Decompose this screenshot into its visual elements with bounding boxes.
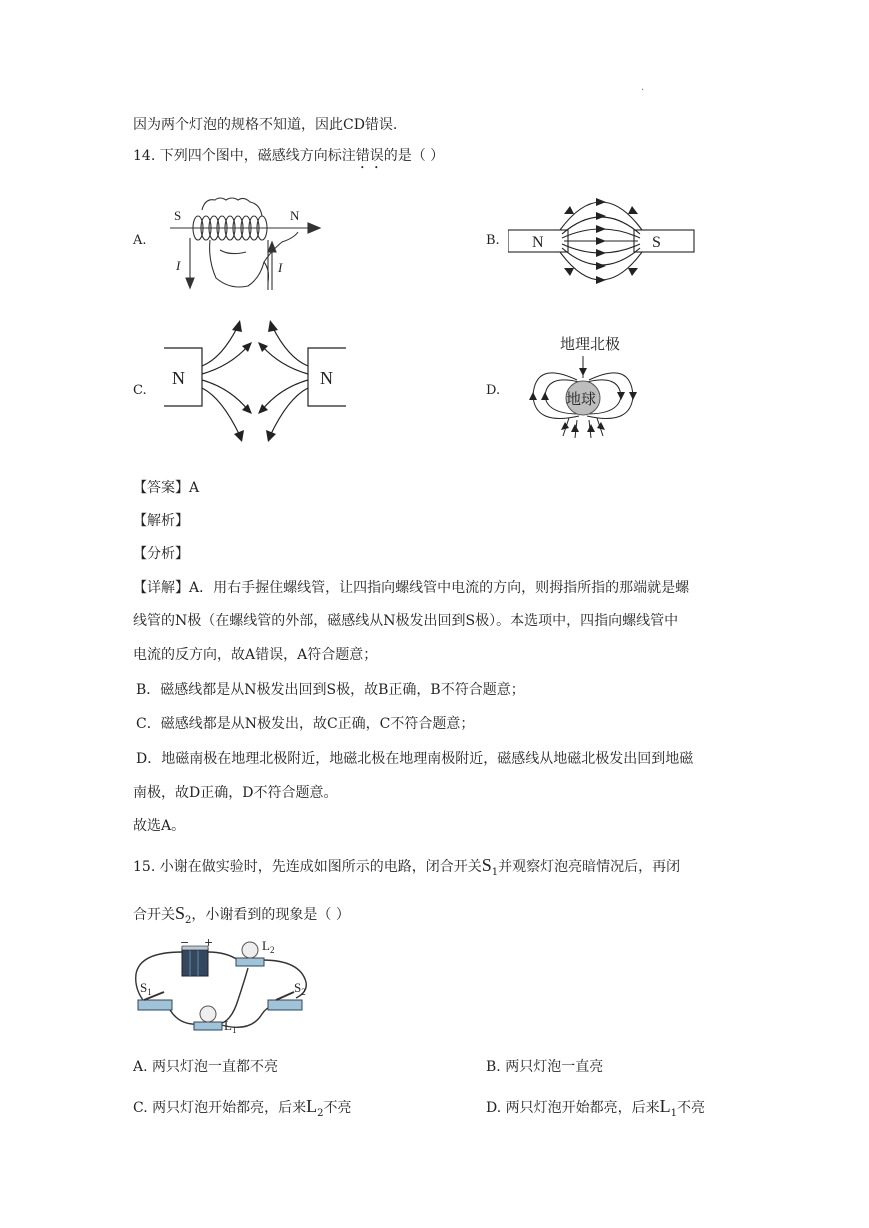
q15-stem-2a: 合开关: [133, 907, 175, 923]
bulb-l1-letter: L: [224, 1018, 232, 1033]
bulb-l2-letter: L: [262, 938, 270, 953]
switch-s2-label: [294, 980, 306, 997]
battery-minus: −: [180, 938, 190, 949]
detail-line-1: 【详解】A．用右手握住螺线管，让四指向螺线管中电流的方向，则拇指所指的那端就是螺: [133, 580, 690, 596]
switch-s2-sub: 2: [301, 987, 306, 997]
prev-conclusion: 因为两个灯泡的规格不知道，因此CD错误.: [133, 117, 398, 133]
q15-stem-1: [133, 855, 680, 883]
q15-option-c-sub: 2: [317, 1107, 324, 1119]
jiexi-heading: 【解析】: [133, 513, 189, 529]
figure-c-left-n-label: N: [172, 368, 185, 388]
figure-a-solenoid-hand: [160, 190, 330, 295]
figure-a-current-right: I: [278, 260, 283, 275]
detail-b: B．磁感线都是从N极发出回到S极，故B正确，B不符合题意；: [136, 682, 525, 698]
q14-option-c-label: C.: [133, 383, 147, 398]
figure-d-earth-label: 地球: [566, 390, 597, 408]
detail-c: C．磁感线都是从N极发出，故C正确，C不符合题意；: [136, 716, 475, 732]
figure-b-s-label: S: [652, 234, 661, 251]
q14-suffix: 的是（ ）: [383, 148, 445, 164]
q15-stem-1b: 并观察灯泡亮暗情况后，再闭: [498, 859, 681, 875]
q15-option-d-post: 不亮: [677, 1100, 706, 1116]
q15-option-d-l: L: [659, 1096, 671, 1116]
q15-s2-symbol: S: [175, 903, 186, 923]
bulb-l2-sub: 2: [269, 945, 275, 955]
figure-d-earth-field: [525, 330, 645, 444]
q14-emphasis: 错误: [355, 148, 384, 164]
switch-s1-label: [140, 980, 152, 997]
figure-a-n-label: N: [290, 208, 300, 223]
q15-option-c-pre: C. 两只灯泡开始都亮，后来: [133, 1100, 307, 1116]
bulb-l1-label: [224, 1018, 236, 1035]
q15-option-d-sub: 1: [670, 1107, 678, 1119]
q15-s1-symbol: S: [481, 855, 492, 875]
battery-plus: +: [204, 938, 214, 949]
q15-option-c: [133, 1096, 352, 1124]
q15-stem-2: [133, 903, 350, 931]
figure-c-right-n-label: N: [320, 368, 333, 388]
figure-a-s-label: S: [174, 208, 182, 223]
q15-option-c-post: 不亮: [323, 1100, 352, 1116]
q15-option-b: B. 两只灯泡一直亮: [486, 1059, 604, 1075]
q14-option-a-label: A.: [133, 233, 147, 248]
q15-s2-sub: 2: [185, 914, 192, 926]
figure-b-bar-magnets: [508, 176, 698, 308]
figure-c-two-north-poles: [160, 318, 350, 446]
figure-b-n-label: N: [532, 234, 544, 251]
figure-a-current-left: I: [176, 258, 181, 273]
detail-line-2: 线管的N极（在螺线管的外部，磁感线从N极发出回到S极）。本选项中，四指向螺线管中: [133, 613, 679, 629]
q15-option-d-pre: D. 两只灯泡开始都亮，后来: [486, 1100, 660, 1116]
q15-option-c-l: L: [306, 1096, 318, 1116]
q14-option-d-label: D.: [486, 383, 501, 398]
q15-option-d: [486, 1096, 705, 1124]
q15-s1-sub: 1: [491, 866, 499, 878]
q14-prefix: 14. 下列四个图中，磁感线方向标注: [133, 148, 356, 164]
q15-option-a: A. 两只灯泡一直都不亮: [133, 1059, 279, 1075]
choose-line: 故选A。: [133, 818, 186, 834]
q15-stem-2b: ，小谢看到的现象是（ ）: [191, 907, 350, 923]
fenxi-heading: 【分析】: [133, 546, 189, 562]
header-dot: .: [641, 82, 645, 93]
figure-d-title: 地理北极: [560, 335, 621, 353]
circuit-figure: [130, 938, 315, 1038]
q14-option-b-label: B.: [486, 233, 500, 248]
q14-stem: [133, 146, 444, 172]
detail-d-2: 南极，故D正确，D不符合题意。: [133, 785, 338, 801]
detail-d-1: D．地磁南极在地理北极附近，地磁北极在地理南极附近，磁感线从地磁北极发出回到地磁: [136, 751, 694, 767]
bulb-l2-label: [262, 938, 274, 955]
switch-s2-letter: S: [294, 980, 302, 995]
q15-stem-1a: 15. 小谢在做实验时，先连成如图所示的电路，闭合开关: [133, 859, 482, 875]
switch-s1-sub: 1: [147, 987, 152, 997]
switch-s1-letter: S: [140, 980, 148, 995]
bulb-l1-sub: 1: [231, 1025, 237, 1035]
answer-line: 【答案】A: [133, 480, 200, 496]
detail-line-3: 电流的反方向，故A错误，A符合题意；: [133, 647, 378, 663]
